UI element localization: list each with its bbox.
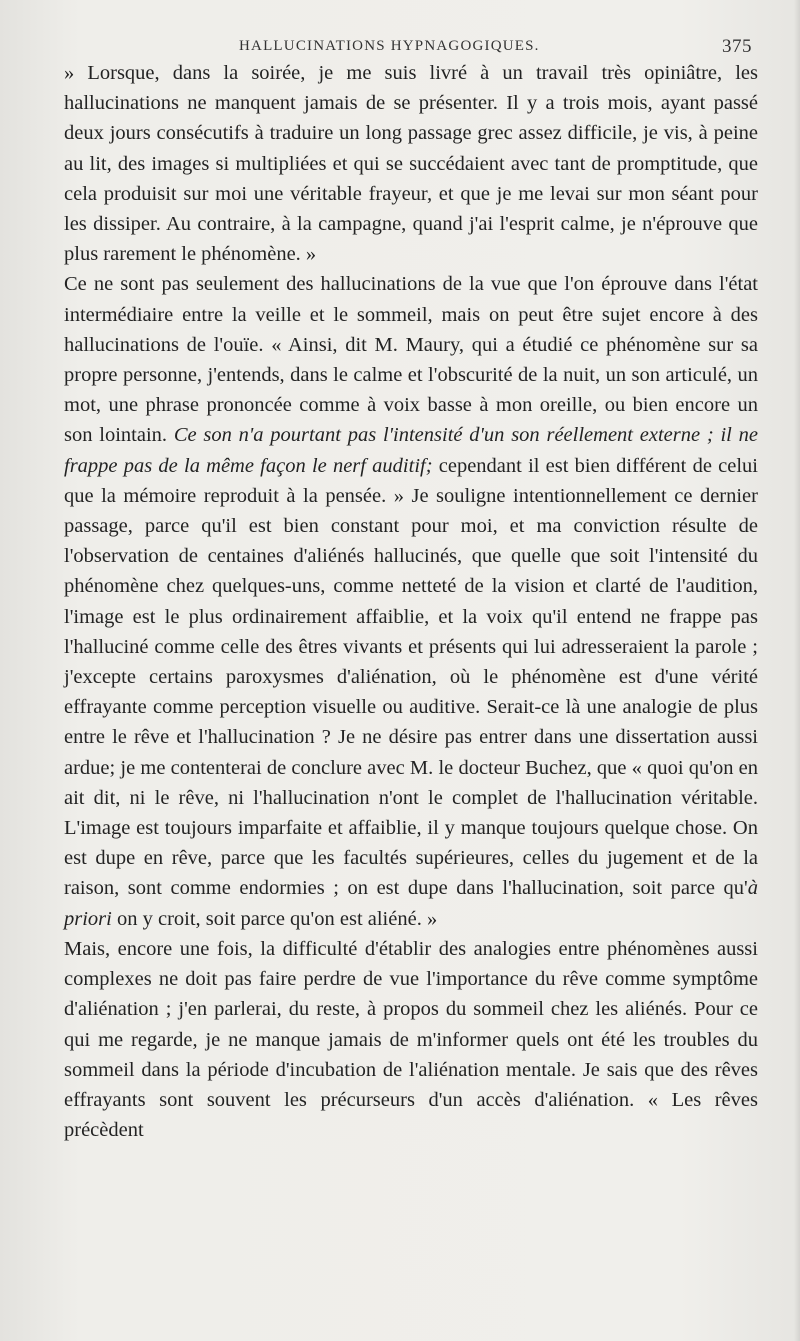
body-text bbox=[64, 58, 758, 1145]
page-number: 375 bbox=[722, 36, 752, 57]
running-head bbox=[64, 28, 758, 58]
italic-quote: Ce son n'a pourtant pas l'intensité d'un son réellement externe ; il ne frappe pas de la même façon le nerf auditif; bbox=[64, 424, 759, 477]
paragraph-text: on y croit, soit parce qu'on est aliéné. » bbox=[111, 907, 438, 930]
paragraph-text: cependant il est bien différent de celui que la mémoire reproduit à la pensée. » Je souligne intentionnellement ce dernier passage, parce qu'il est bien constant pour moi, et ma conviction résulte de l'observation de centaines d'aliénés hallucinés, que quelle que soit l'intensité du phénomène chez quelques-uns, comme netteté de la vision et clarté de l'audition, l'image est le plus ordinairement affaiblie, et la voix qu'il entend ne frappe pas l'halluciné comme celle des êtres vivants et présents qui lui adresseraient la parole ; j'excepte certains paroxysmes d'aliénation, où le phénomène est d'une vérité effrayante comme perception visuelle ou auditive. Serait-ce là une analogie de plus entre le rêve et l'hallucination ? Je ne désire pas entrer dans une dissertation aussi ardue; je me contenterai de conclure avec M. le docteur Buchez, que « quoi qu'on en ait dit, ni le rêve, ni l'hallucination n'ont le complet de l'hallucination véritable. L'image est toujours imparfaite et affaiblie, il y manque toujours quelque chose. On est dupe en rêve, parce que les facultés supérieures, celles du jugement et de la raison, sont comme endormies ; on est dupe dans l'hallucination, soit parce qu' bbox=[64, 454, 758, 900]
italic-term: à priori bbox=[64, 877, 758, 930]
paragraph-text: » Lorsque, dans la soirée, je me suis livré à un travail très opiniâtre, les hallucinations ne manquent jamais de se présenter. Il y a trois mois, ayant passé deux jours consécutifs à traduire un long passage grec assez difficile, je vis, à peine au lit, des images si multipliées et qui se succédaient avec tant de promptitude, que cela produisit sur moi une véritable frayeur, et que je me levai sur mon séant pour les dissiper. Au contraire, à la campagne, quand j'ai l'esprit calme, je n'éprouve que plus rarement le phénomène. » bbox=[64, 62, 758, 266]
paragraph-2 bbox=[64, 269, 758, 933]
scan-edge-shadow bbox=[794, 0, 800, 1341]
paragraph-text: Ce ne sont pas seulement des hallucinations de la vue que l'on éprouve dans l'état intermédiaire entre la veille et le sommeil, mais on peut être sujet encore à des hallucinations de l'ouïe. « Ainsi, dit M. Maury, qui a étudié ce phénomène sur sa propre personne, j'entends, dans le calme et l'obscurité de la nuit, un son articulé, un mot, une phrase prononcée comme à voix basse à mon oreille, ou bien encore un son lointain. bbox=[64, 273, 758, 447]
paragraph-text: Mais, encore une fois, la difficulté d'établir des analogies entre phénomènes aussi complexes ne doit pas faire perdre de vue l'importance du rêve comme symptôme d'aliénation ; j'en parlerai, du reste, à propos du sommeil chez les aliénés. Pour ce qui me regarde, je ne manque jamais de m'informer quels ont été les troubles du sommeil dans la période d'incubation de l'aliénation mentale. Je sais que des rêves effrayants sont souvent les précurseurs d'un accès d'aliénation. « Les rêves précèdent bbox=[64, 937, 758, 1142]
paragraph-3 bbox=[64, 934, 758, 1145]
paragraph-1 bbox=[64, 58, 758, 269]
running-title: HALLUCINATIONS HYPNAGOGIQUES. bbox=[239, 38, 540, 54]
